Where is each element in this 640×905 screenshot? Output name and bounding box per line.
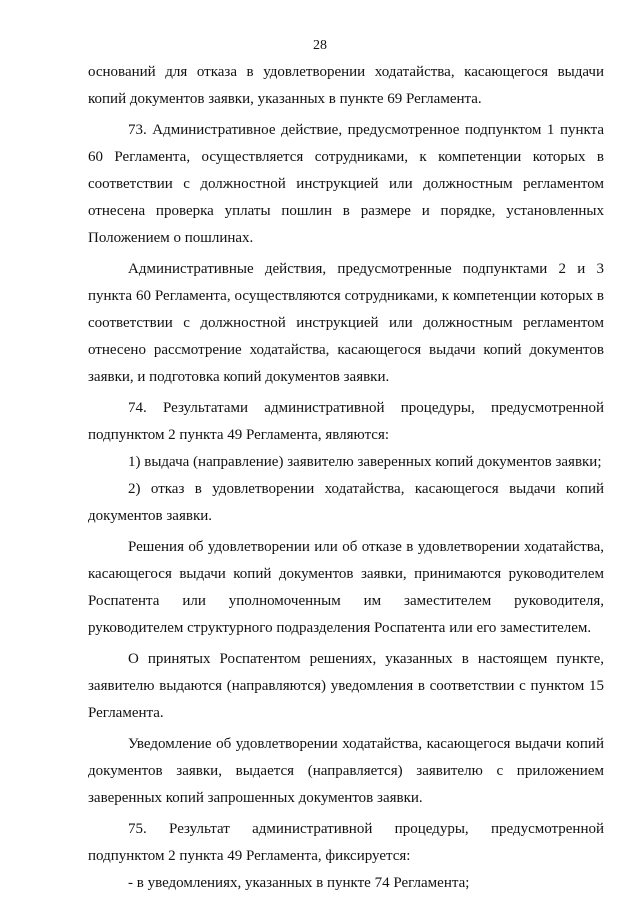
- paragraph: оснований для отказа в удовлетворении ходатайства, касающегося выдачи копий документов заявки, указанных в пункте 69 Регламента.: [88, 64, 604, 107]
- document-body: [88, 59, 604, 897]
- paragraph: Решения об удовлетворении или об отказе в удовлетворении ходатайства, касающегося выдачи копий документов заявки, принимаются руководителем Роспатента или уполномоченным им заместителем руководителя, руководителем структурного подразделения Роспатента или его заместителем.: [88, 539, 604, 636]
- list-item: - в уведомлениях, указанных в пункте 74 Регламента;: [128, 875, 470, 891]
- list-item: 1) выдача (направление) заявителю заверенных копий документов заявки;: [128, 454, 602, 470]
- paragraph: 73. Административное действие, предусмотренное подпунктом 1 пункта 60 Регламента, осуществляется сотрудниками, к компетенции которых в соответствии с должностной инструкцией или должностным регламентом отнесена проверка уплаты пошлин в размере и порядке, установленных Положением о пошлинах.: [88, 122, 604, 246]
- paragraph: О принятых Роспатентом решениях, указанных в настоящем пункте, заявителю выдаются (направляются) уведомления в соответствии с пунктом 15 Регламента.: [88, 651, 604, 721]
- paragraph: 74. Результатами административной процедуры, предусмотренной подпунктом 2 пункта 49 Регламента, являются:: [88, 400, 604, 443]
- page-number: 28: [313, 38, 327, 53]
- list-item: 2) отказ в удовлетворении ходатайства, касающегося выдачи копий документов заявки.: [88, 481, 604, 524]
- paragraph: 75. Результат административной процедуры, предусмотренной подпунктом 2 пункта 49 Регламента, фиксируется:: [88, 821, 604, 864]
- paragraph: Административные действия, предусмотренные подпунктами 2 и 3 пункта 60 Регламента, осуществляются сотрудниками, к компетенции которых в соответствии с должностной инструкцией или должностным регламентом отнесено рассмотрение ходатайства, касающегося выдачи копий документов заявки, и подготовка копий документов заявки.: [88, 261, 604, 385]
- paragraph: Уведомление об удовлетворении ходатайства, касающегося выдачи копий документов заявки, выдается (направляется) заявителю с приложением заверенных копий запрошенных документов заявки.: [88, 736, 604, 806]
